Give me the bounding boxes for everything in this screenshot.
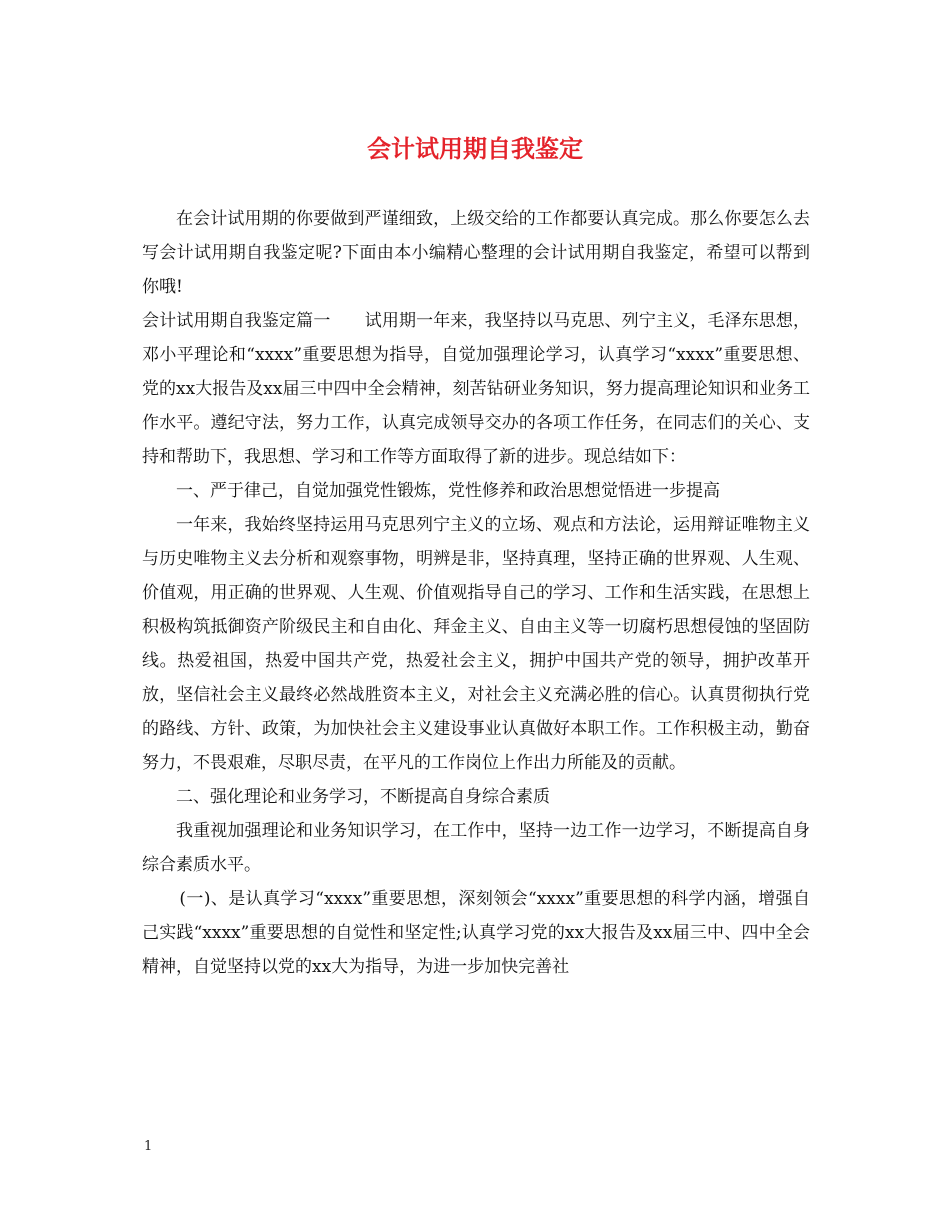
document-body — [142, 202, 810, 984]
body-paragraph: 一年来，我始终坚持运用马克思列宁主义的立场、观点和方法论，运用辩证唯物主义与历史唯物主义去分析和观察事物，明辨是非，坚持真理，坚持正确的世界观、人生观、价值观，用正确的世界观、人生观、价值观指导自己的学习、工作和生活实践，在思想上积极构筑抵御资产阶级民主和自由化、拜金主义、自由主义等一切腐朽思想侵蚀的坚固防线。热爱祖国，热爱中国共产党，热爱社会主义，拥护中国共产党的领导，拥护改革开放，坚信社会主义最终必然战胜资本主义，对社会主义充满必胜的信心。认真贯彻执行党的路线、方针、政策，为加快社会主义建设事业认真做好本职工作。工作积极主动，勤奋努力，不畏艰难，尽职尽责，在平凡的工作岗位上作出力所能及的贡献。 — [142, 515, 810, 773]
intro-paragraph: 在会计试用期的你要做到严谨细致，上级交给的工作都要认真完成。那么你要怎么去写会计试用期自我鉴定呢?下面由本小编精心整理的会计试用期自我鉴定，希望可以帮到你哦! — [142, 209, 810, 297]
page-number: 1 — [144, 1139, 153, 1154]
body-paragraph: 我重视加强理论和业务知识学习，在工作中，坚持一边工作一边学习，不断提高自身综合素质水平。 — [142, 821, 810, 875]
heading-one: 一、严于律己，自觉加强党性锻炼，党性修养和政治思想觉悟进一步提高 — [176, 481, 720, 501]
heading-two: 二、强化理论和业务学习，不断提高自身综合素质 — [176, 787, 550, 807]
section-one-opening-paragraph: 会计试用期自我鉴定篇一 试用期一年来，我坚持以马克思、列宁主义，毛泽东思想，邓小平理论和“xxxx”重要思想为指导，自觉加强理论学习，认真学习“xxxx”重要思想、党的xx大报告及xx届三中四中全会精神，刻苦钻研业务知识，努力提高理论知识和业务工作水平。遵纪守法，努力工作，认真完成领导交办的各项工作任务，在同志们的关心、支持和帮助下，我思想、学习和工作等方面取得了新的进步。现总结如下： — [142, 311, 810, 467]
page-title: 会计试用期自我鉴定 — [367, 134, 583, 163]
list-item-paragraph: (一)、是认真学习“xxxx”重要思想，深刻领会“xxxx”重要思想的科学内涵，增强自己实践“xxxx”重要思想的自觉性和坚定性;认真学习党的xx大报告及xx届三中、四中全会精神，自觉坚持以党的xx大为指导，为进一步加快完善社 — [142, 889, 810, 977]
